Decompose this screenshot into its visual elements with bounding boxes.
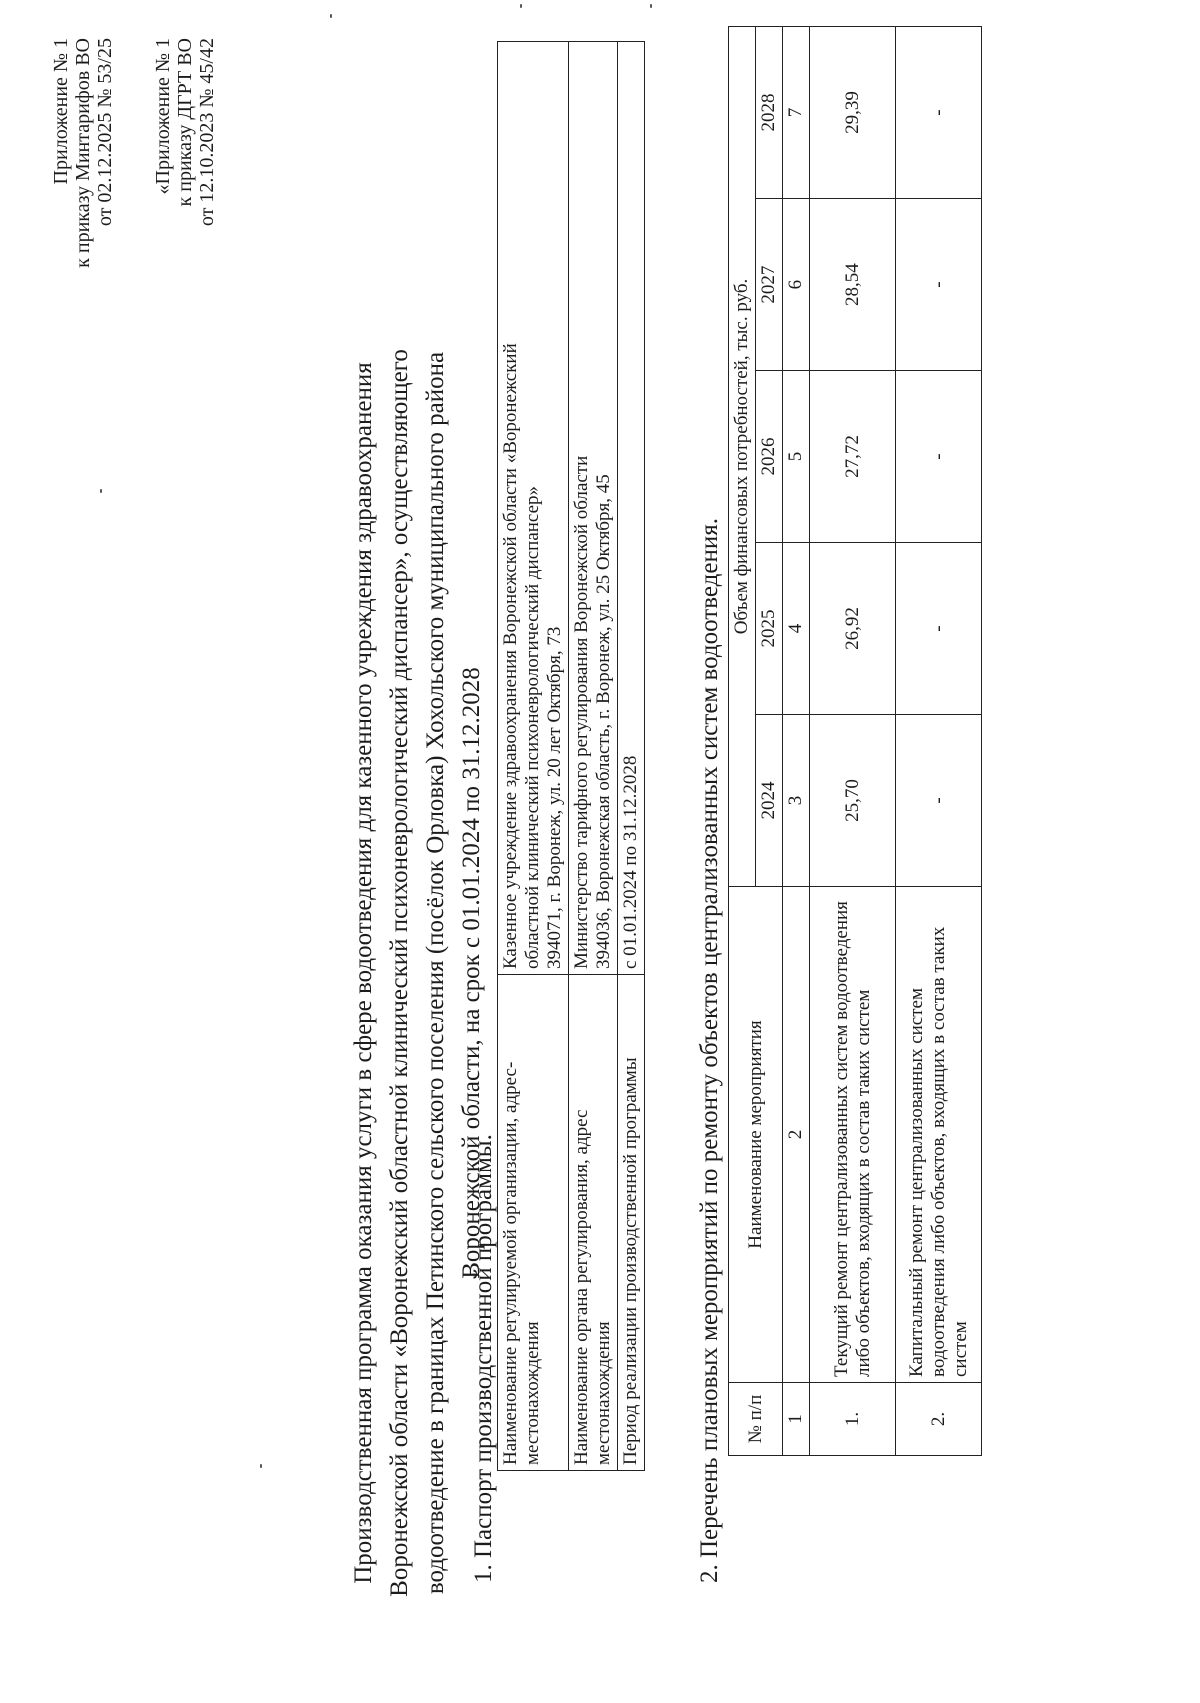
ops-column-number: 3 xyxy=(783,715,810,887)
ops-row-current-repair xyxy=(810,27,896,1456)
appendix-original-line2: к приказу ДГРТ ВО xyxy=(174,38,196,207)
ops-row-value-2027: 28,54 xyxy=(810,199,896,371)
ops-row-value-2026: 27,72 xyxy=(810,371,896,543)
scan-speck xyxy=(330,14,332,18)
ops-header-row-1 xyxy=(729,27,756,1456)
operations-heading: 2. Перечень плановых мероприятий по ремонту объектов централизованных систем водоотведения. xyxy=(696,518,723,1583)
ops-row-value-2025: - xyxy=(896,543,982,715)
ops-header-year: 2024 xyxy=(756,715,783,887)
operations-table xyxy=(728,26,982,1456)
ops-header-volume: Объем финансовых потребностей, тыс. руб. xyxy=(729,27,756,887)
ops-row-value-2028: 29,39 xyxy=(810,27,896,199)
passport-org-name-2: областной клинический психоневрологический диспансер» xyxy=(522,485,543,969)
ops-column-number: 1 xyxy=(783,1383,810,1456)
passport-row-period xyxy=(618,42,645,1471)
ops-row-value-2024: 25,70 xyxy=(810,715,896,887)
title-line2: Воронежской области «Воронежский областной клинический психоневрологический диспансер», осуществляющего xyxy=(386,349,413,1597)
passport-value-organization xyxy=(498,42,569,975)
appendix-current-line2: к приказу Минтарифов ВО xyxy=(72,38,94,268)
ops-row-value-2028: - xyxy=(896,27,982,199)
appendix-current-line3: от 02.12.2025 № 53/25 xyxy=(94,38,116,227)
ops-row-capital-repair xyxy=(896,27,982,1456)
appendix-current-ref xyxy=(50,38,116,458)
passport-row-organization xyxy=(498,42,569,1471)
passport-value-period: с 01.01.2024 по 31.12.2028 xyxy=(618,42,645,975)
ops-header-year: 2028 xyxy=(756,27,783,199)
ops-header-year: 2025 xyxy=(756,543,783,715)
ops-column-number-row xyxy=(783,27,810,1456)
appendix-original-line1: «Приложение № 1 xyxy=(152,38,174,195)
title-line1: Производственная программа оказания услуги в сфере водоотведения для казенного учреждения здравоохранения xyxy=(350,362,377,1584)
passport-heading: 1. Паспорт производственной программы. xyxy=(470,1134,497,1583)
passport-regulator-address: 394036, Воронежская область, г. Воронеж, ул. 25 Октября, 45 xyxy=(593,474,614,969)
scan-speck xyxy=(520,4,522,8)
passport-label-period: Период реализации производственной программы xyxy=(618,975,645,1471)
ops-header-year: 2026 xyxy=(756,371,783,543)
title-line4: Воронежской области, на срок с 01.01.2024 по 31.12.2028 xyxy=(458,667,485,1279)
ops-header-name: Наименование мероприятия xyxy=(729,887,783,1383)
passport-table xyxy=(497,41,645,1471)
scan-speck xyxy=(260,1464,262,1468)
appendix-current-line1: Приложение № 1 xyxy=(50,38,72,185)
passport-row-regulator xyxy=(569,42,618,1471)
appendix-original-ref xyxy=(152,38,218,458)
scan-speck xyxy=(100,489,102,493)
ops-row-num: 2. xyxy=(896,1383,982,1456)
ops-row-value-2024: - xyxy=(896,715,982,887)
ops-row-name: Текущий ремонт централизованных систем водоотведения либо объектов, входящих в состав таких систем xyxy=(810,887,896,1383)
ops-column-number: 5 xyxy=(783,371,810,543)
ops-row-value-2026: - xyxy=(896,371,982,543)
passport-label-regulator: Наименование органа регулирования, адрес местонахождения xyxy=(569,975,618,1471)
passport-org-name-1: Казенное учреждение здравоохранения Воронежской области «Воронежский xyxy=(500,343,521,969)
passport-regulator-name: Министерство тарифного регулирования Воронежской области xyxy=(571,455,592,969)
passport-org-address: 394071, г. Воронеж, ул. 20 лет Октября, 73 xyxy=(544,626,565,969)
passport-value-regulator xyxy=(569,42,618,975)
ops-row-num: 1. xyxy=(810,1383,896,1456)
passport-label-organization: Наименование регулируемой организации, адрес-местонахождения xyxy=(498,975,569,1471)
title-line3: водоотведение в границах Петинского сельского поселения (посёлок Орловка) Хохольского муниципального района xyxy=(422,351,449,1595)
ops-header-num: № п/п xyxy=(729,1383,783,1456)
ops-header-year: 2027 xyxy=(756,199,783,371)
appendix-original-line3: от 12.10.2023 № 45/42 xyxy=(196,38,218,227)
ops-column-number: 7 xyxy=(783,27,810,199)
ops-row-value-2025: 26,92 xyxy=(810,543,896,715)
ops-row-name: Капитальный ремонт централизованных систем водоотведения либо объектов, входящих в состав таких систем xyxy=(896,887,982,1383)
document-title xyxy=(346,283,490,1663)
ops-column-number: 6 xyxy=(783,199,810,371)
scan-speck xyxy=(650,4,652,8)
ops-column-number: 2 xyxy=(783,887,810,1383)
ops-column-number: 4 xyxy=(783,543,810,715)
ops-row-value-2027: - xyxy=(896,199,982,371)
